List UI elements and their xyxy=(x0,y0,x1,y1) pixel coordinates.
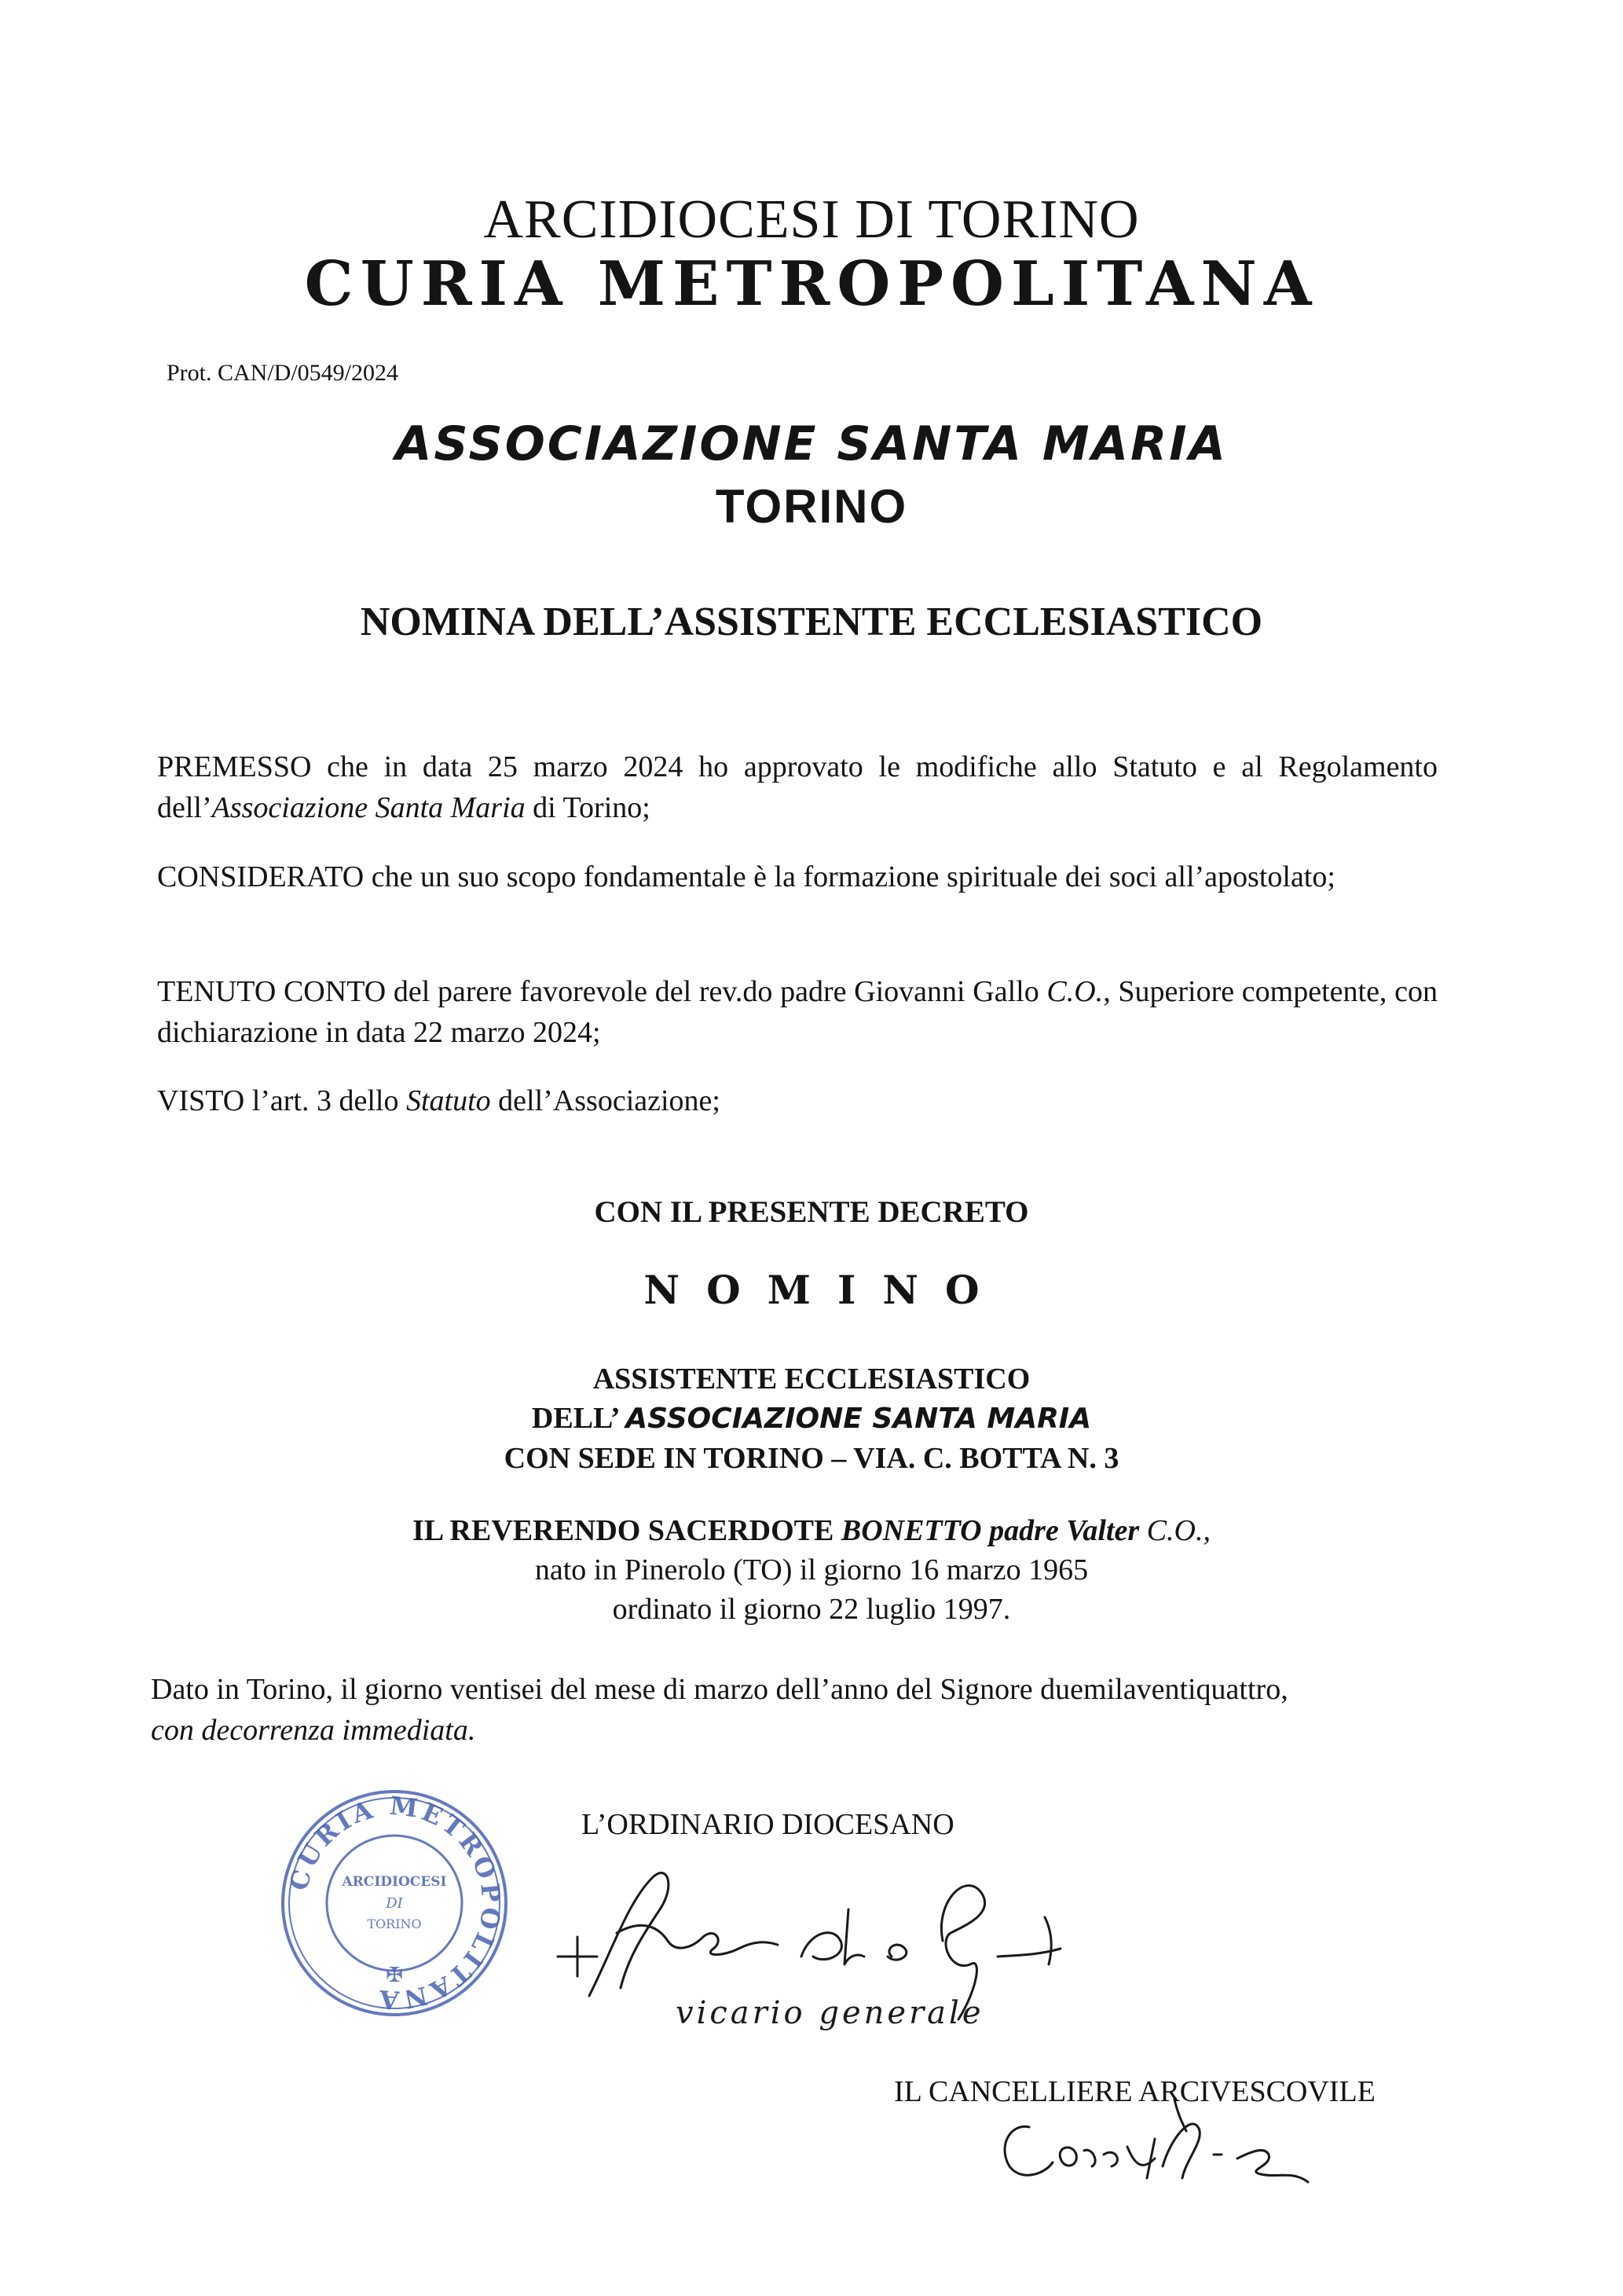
visto-statute: Statuto xyxy=(405,1084,491,1117)
appointee-name: BONETTO padre Valter xyxy=(841,1514,1140,1547)
effect-line: con decorrenza immediata. xyxy=(151,1714,476,1747)
premesso-text: PREMESSO che in data 25 marzo 2024 ho approvato le modifiche allo Statuto e al Regolamento dell’ xyxy=(157,750,1438,824)
appointee-prefix: IL REVERENDO SACERDOTE xyxy=(412,1514,841,1547)
protocol-number: Prot. CAN/D/0549/2024 xyxy=(167,360,399,386)
appointment-role xyxy=(0,1359,1623,1478)
role-line-3: CON SEDE IN TORINO – VIA. C. BOTTA N. 3 xyxy=(504,1442,1119,1475)
tenuto-order-abbrev: C.O. xyxy=(1046,975,1104,1008)
association-city: TORINO xyxy=(715,480,908,533)
tenuto-tail: , Superiore competente, con dichiarazione in data 22 marzo 2024; xyxy=(157,975,1438,1049)
seal-inner-3: TORINO xyxy=(367,1916,422,1931)
tenuto-conto-paragraph xyxy=(157,971,1438,1053)
archdiocese-heading: ARCIDIOCESI DI TORINO xyxy=(483,189,1140,250)
tenuto-text: TENUTO CONTO del parere favorevole del rev.do padre Giovanni Gallo xyxy=(157,975,1047,1008)
seal-inner-2: DI xyxy=(386,1895,403,1912)
appointee-line xyxy=(0,1511,1623,1550)
decree-heading: CON IL PRESENTE DECRETO xyxy=(594,1195,1029,1229)
curia-heading: CURIA METROPOLITANA xyxy=(304,248,1319,320)
closing-date xyxy=(151,1669,1455,1751)
document-title: NOMINA DELL’ASSISTENTE ECCLESIASTICO xyxy=(360,600,1263,644)
considerato-paragraph: CONSIDERATO che un suo scopo fondamentale è la formazione spirituale dei soci all’apostolato; xyxy=(157,860,1335,893)
ordinario-label: L’ORDINARIO DIOCESANO xyxy=(581,1808,954,1841)
role-prefix: DELL’ xyxy=(531,1402,626,1435)
association-name: ASSOCIAZIONE SANTA MARIA xyxy=(394,416,1228,471)
appointee-suffix: C.O., xyxy=(1139,1514,1211,1547)
svg-text:✠: ✠ xyxy=(386,1964,403,1987)
appointee-birth: nato in Pinerolo (TO) il giorno 16 marzo 1965 xyxy=(534,1553,1089,1586)
decree-verb: NOMINO xyxy=(643,1267,1006,1313)
visto-paragraph xyxy=(157,1080,1438,1121)
visto-tail: dell’Associazione; xyxy=(490,1084,720,1117)
visto-text: VISTO l’art. 3 dello xyxy=(157,1084,406,1117)
appointee-block xyxy=(0,1511,1623,1629)
cancelliere-signature xyxy=(986,2092,1316,2202)
appointee-ordination: ordinato il giorno 22 luglio 1997. xyxy=(612,1593,1011,1626)
seal-inner-1: ARCIDIOCESI xyxy=(342,1874,447,1890)
premesso-association: Associazione Santa Maria xyxy=(211,791,526,824)
ordinario-signature xyxy=(542,1839,1076,2051)
cancelliere-label: IL CANCELLIERE ARCIVESCOVILE xyxy=(894,2075,1376,2108)
premesso-tail: di Torino; xyxy=(525,791,650,824)
vicar-handwriting: vicario generale xyxy=(676,1995,984,2031)
premesso-paragraph xyxy=(157,746,1438,828)
role-association: ASSOCIAZIONE SANTA MARIA xyxy=(625,1403,1092,1435)
role-line-1: ASSISTENTE ECCLESIASTICO xyxy=(592,1363,1031,1396)
seal-ring-text: CURIA METROPOLITANA xyxy=(283,1790,507,2015)
curia-seal xyxy=(277,1785,512,2021)
date-line: Dato in Torino, il giorno ventisei del mese di marzo dell’anno del Signore duemilaventiquattro, xyxy=(151,1673,1288,1706)
role-line-2 xyxy=(0,1399,1623,1439)
